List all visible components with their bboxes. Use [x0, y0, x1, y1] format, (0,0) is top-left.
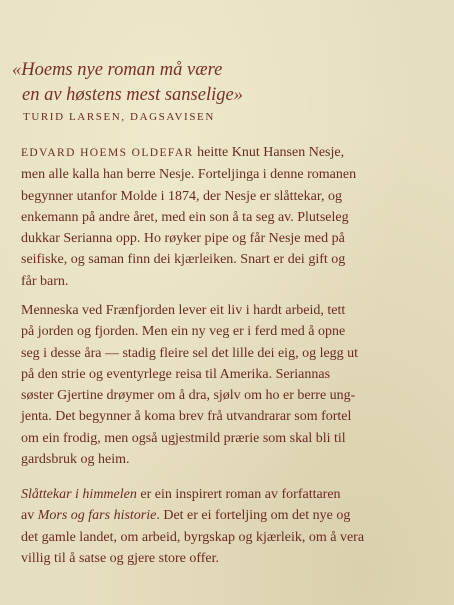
paragraph-line — [21, 484, 446, 505]
quote-attribution: TURID LARSEN, DAGSAVISEN — [23, 111, 215, 123]
quote-line-2: en av høstens mest sanselige» — [22, 85, 243, 105]
paragraph-line: villig til å satse og gjere store offer. — [21, 550, 220, 566]
paragraph-line: søster Gjertine drøymer om å dra, sjølv om ho er berre ung- — [21, 388, 356, 404]
lead-in-smallcaps: EDVARD HOEMS OLDEFAR — [21, 147, 194, 159]
lead-in-rest: heitte Knut Hansen Nesje, — [193, 145, 345, 160]
text-run: . Det er ei forteljing om det nye og — [156, 508, 351, 524]
blurb-paragraph-3 — [21, 484, 446, 569]
paragraph-line: gardsbruk og heim. — [21, 452, 130, 468]
blurb-paragraph-1 — [21, 142, 446, 292]
paragraph-line: jenta. Det begynner å koma brev frå utvandrarar som fortel — [21, 409, 352, 425]
paragraph-line: på jorden og fjorden. Men ein ny veg er i ferd med å opne — [21, 324, 346, 340]
paragraph-line — [21, 142, 446, 164]
quote-line-1: «Hoems nye roman må være — [12, 60, 223, 80]
text-run: av — [21, 508, 38, 524]
text-run: er ein inspirert roman av forfattaren — [136, 487, 341, 502]
paragraph-line: det gamle landet, om arbeid, byrgskap og kjærleik, om å vera — [21, 529, 365, 545]
paragraph-line: dukkar Serianna opp. Ho røyker pipe og får Nesje med på — [21, 231, 345, 247]
paragraph-line: får barn. — [21, 273, 69, 289]
book-title: Slåttekar i himmelen — [21, 487, 137, 502]
paragraph-line: seifiske, og saman finn dei kjærleiken. Snart er dei gift og — [21, 252, 346, 268]
blurb-paragraph-2 — [21, 300, 446, 470]
paragraph-line: om ein frodig, men også ugjestmild prærie som skal bli til — [21, 430, 346, 446]
paragraph-line: enkemann på andre året, med ein son å ta seg av. Plutseleg — [21, 209, 349, 225]
paragraph-line: Menneska ved Frænfjorden lever eit liv i hardt arbeid, tett — [21, 303, 346, 318]
paragraph-line: seg i desse åra — stadig fleire sel det lille dei eig, og legg ut — [21, 345, 359, 361]
paragraph-line: men alle kalla han berre Nesje. Forteljinga i denne romanen — [21, 167, 357, 183]
paragraph-line: på den strie og eventyrlege reisa til Amerika. Seriannas — [21, 366, 331, 382]
review-quote — [12, 58, 243, 108]
paragraph-line: begynner utanfor Molde i 1874, der Nesje er slåttekar, og — [21, 188, 342, 204]
previous-book-title: Mors og fars historie — [37, 508, 157, 524]
paragraph-line — [21, 505, 446, 526]
